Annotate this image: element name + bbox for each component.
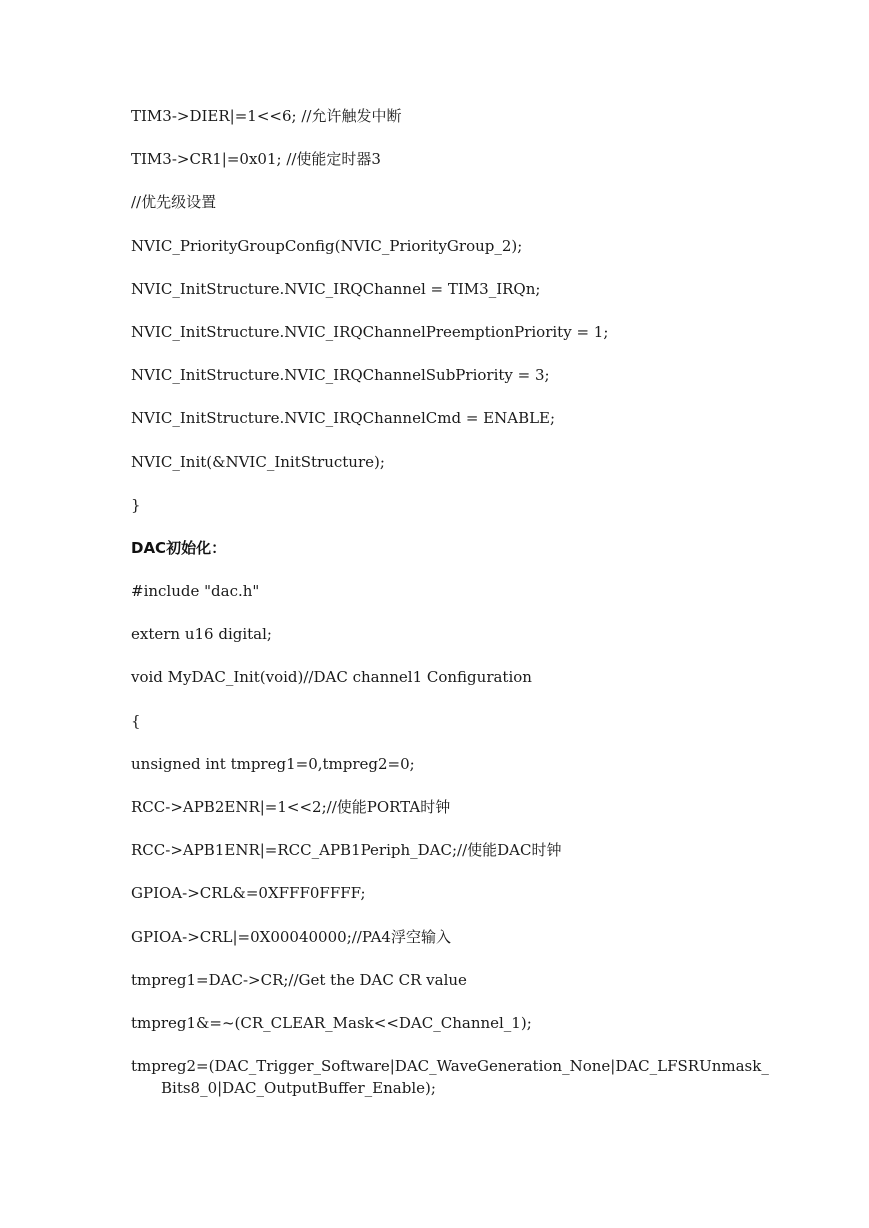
code-line-tim3-dier: TIM3->DIER|=1<<6; //允许触发中断 xyxy=(131,107,402,125)
code-line-tmpreg1-mask: tmpreg1&=~(CR_CLEAR_Mask<<DAC_Channel_1); xyxy=(131,1013,532,1032)
code-line-nvic-init: NVIC_Init(&NVIC_InitStructure); xyxy=(131,452,385,471)
code-line-apb2enr: RCC->APB2ENR|=1<<2;//使能PORTA时钟 xyxy=(131,798,451,816)
code-line-tmpreg-decl: unsigned int tmpreg1=0,tmpreg2=0; xyxy=(131,754,415,773)
code-line-nvic-priority-group: NVIC_PriorityGroupConfig(NVIC_PriorityGroup_2); xyxy=(131,236,523,255)
code-line-tmpreg1-read: tmpreg1=DAC->CR;//Get the DAC CR value xyxy=(131,970,467,989)
code-line-nvic-subpriority: NVIC_InitStructure.NVIC_IRQChannelSubPriority = 3; xyxy=(131,366,550,385)
code-line-function-signature: void MyDAC_Init(void)//DAC channel1 Configuration xyxy=(131,668,532,687)
code-line-include: #include "dac.h" xyxy=(131,582,260,601)
code-line-tim3-cr1: TIM3->CR1|=0x01; //使能定时器3 xyxy=(131,150,381,169)
code-line-nvic-cmd: NVIC_InitStructure.NVIC_IRQChannelCmd = ENABLE; xyxy=(131,409,556,428)
code-line-closing-brace: } xyxy=(131,495,141,514)
code-line-nvic-irq-channel: NVIC_InitStructure.NVIC_IRQChannel = TIM3_IRQn; xyxy=(131,279,541,298)
code-line-extern: extern u16 digital; xyxy=(131,625,272,644)
section-heading-dac-init: DAC初始化： xyxy=(131,538,227,557)
code-listing xyxy=(131,105,769,1120)
code-line-nvic-preemption: NVIC_InitStructure.NVIC_IRQChannelPreemptionPriority = 1; xyxy=(131,322,609,341)
code-line-gpioa-crl-and: GPIOA->CRL&=0XFFF0FFFF; xyxy=(131,884,366,903)
code-line-gpioa-crl-or: GPIOA->CRL|=0X00040000;//PA4浮空输入 xyxy=(131,927,451,946)
code-line-apb1enr: RCC->APB1ENR|=RCC_APB1Periph_DAC;//使能DAC时钟 xyxy=(131,841,562,860)
code-line-opening-brace: { xyxy=(131,711,141,730)
code-comment-priority: //优先级设置 xyxy=(131,193,217,212)
code-line-tmpreg2-assign: tmpreg2=(DAC_Trigger_Software|DAC_WaveGeneration_None|DAC_LFSRUnmask_Bits8_0|DAC_OutputBuffer_Enable); xyxy=(131,1057,769,1098)
